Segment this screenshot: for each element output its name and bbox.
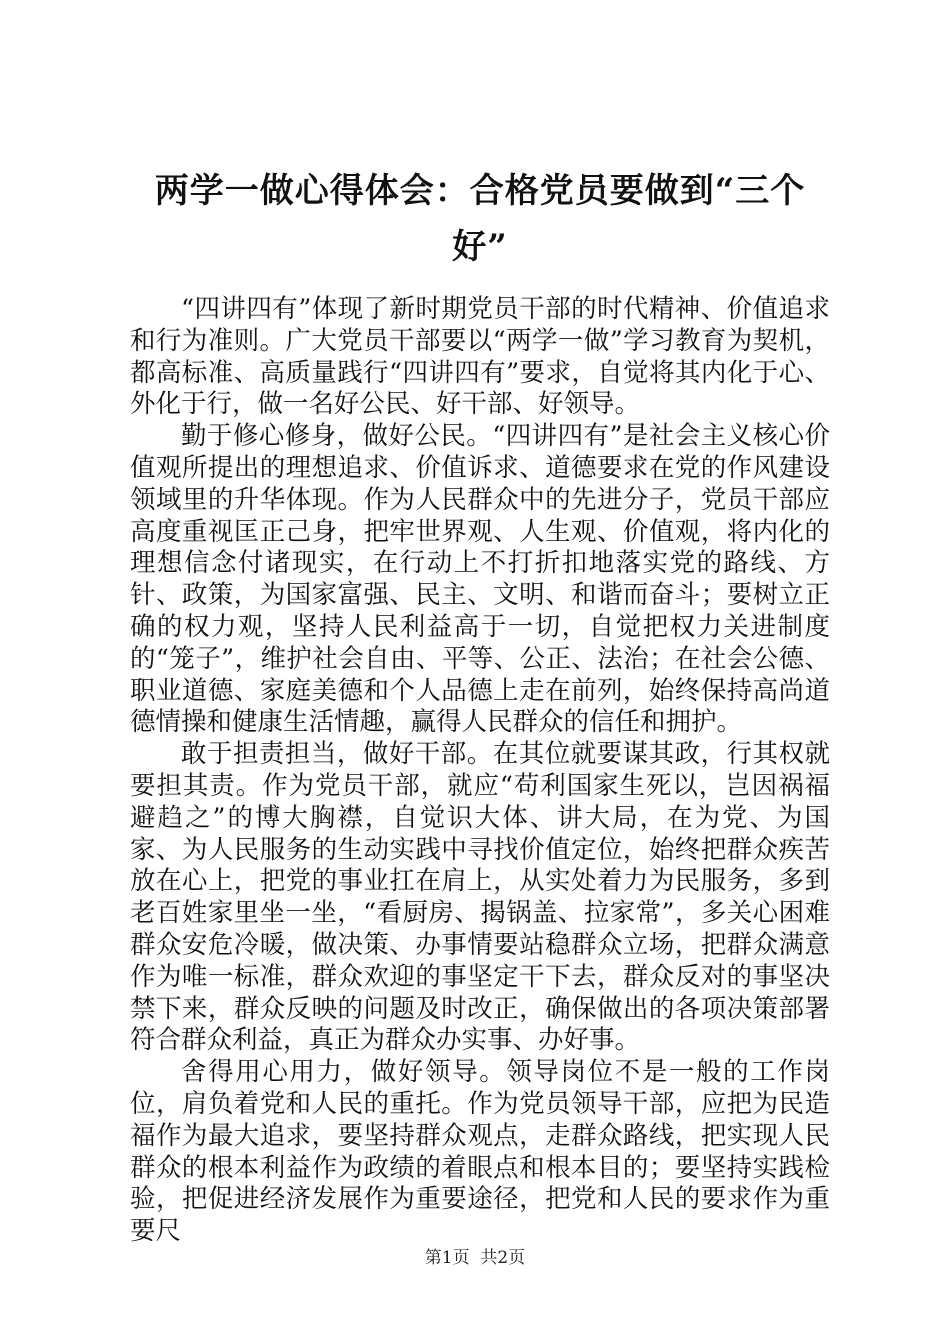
paragraph-good-leader: 舍得用心用力，做好领导。领导岗位不是一般的工作岗位，肩负着党和人民的重托。作为党员领导干部，应把为民造福作为最大追求，要坚持群众观点，走群众路线，把实现人民群众的根本利益作为政绩的着眼点和根本目的；要坚持实践检验，把促进经济发展作为重要途径，把党和人民的要求作为重要尺: [130, 1057, 830, 1247]
paragraph-good-cadre: 敢于担责担当，做好干部。在其位就要谋其政，行其权就要担其责。作为党员干部，就应“苟利国家生死以，岂因祸福避趋之”的博大胸襟，自觉识大体、讲大局，在为党、为国家、为人民服务的生动实践中寻找价值定位，始终把群众疾苦放在心上，把党的事业扛在肩上，从实处着力为民服务，多到老百姓家里坐一坐，“看厨房、揭锅盖、拉家常”，多关心困难群众安危冷暖，做决策、办事情要站稳群众立场，把群众满意作为唯一标准，群众欢迎的事坚定干下去，群众反对的事坚决禁下来，群众反映的问题及时改正，确保做出的各项决策部署符合群众利益，真正为群众办实事、办好事。: [130, 739, 830, 1056]
page-footer: [0, 1246, 950, 1270]
page-number: 第1页 共2页: [424, 1248, 526, 1268]
document-body: [130, 294, 830, 1248]
paragraph-good-citizen: 勤于修心修身，做好公民。“四讲四有”是社会主义核心价值观所提出的理想追求、价值诉求、道德要求在党的作风建设领域里的升华体现。作为人民群众中的先进分子，党员干部应高度重视匡正己身，把牢世界观、人生观、价值观，将内化的理想信念付诸现实，在行动上不打折扣地落实党的路线、方针、政策，为国家富强、民主、文明、和谐而奋斗；要树立正确的权力观，坚持人民利益高于一切，自觉把权力关进制度的“笼子”，维护社会自由、平等、公正、法治；在社会公德、职业道德、家庭美德和个人品德上走在前列，始终保持高尚道德情操和健康生活情趣，赢得人民群众的信任和拥护。: [130, 421, 830, 738]
page-title: 两学一做心得体会：合格党员要做到“三个好”: [154, 171, 806, 267]
paragraph-intro: “四讲四有”体现了新时期党员干部的时代精神、价值追求和行为准则。广大党员干部要以“两学一做”学习教育为契机，都高标准、高质量践行“四讲四有”要求，自觉将其内化于心、外化于行，做一名好公民、好干部、好领导。: [130, 294, 830, 420]
